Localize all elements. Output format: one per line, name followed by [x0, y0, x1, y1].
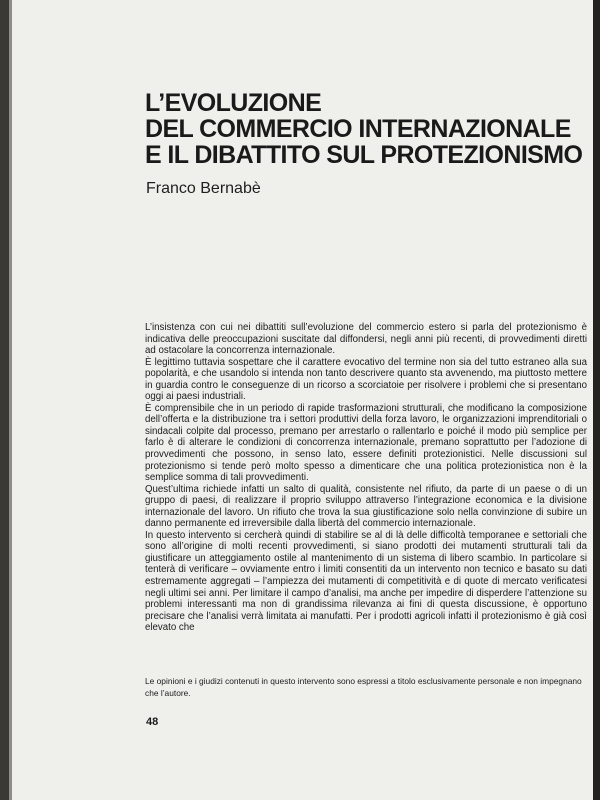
body-paragraph: L’insistenza con cui nei dibattiti sull’evoluzione del commercio estero si parla del protezionismo è indicativa delle preoccupazioni suscitate dal diffondersi, negli anni più recenti, di provvedimenti diretti ad ostacolare la concorrenza internazionale. — [145, 322, 587, 357]
body-paragraph: È legittimo tuttavia sospettare che il carattere evocativo del termine non sia del tutto estraneo alla sua popolarità, e che usandolo si intenda non tanto descrivere quanto sta avvenendo, ma piuttosto mettere in guardia contro le conseguenze di un ricorso a scorciatoie per risolvere i problemi che si presentano oggi ai paesi industriali. — [145, 356, 587, 403]
page-number: 48 — [146, 716, 159, 728]
title-line: DEL COMMERCIO INTERNAZIONALE — [145, 115, 571, 143]
footnote: Le opinioni e i giudizi contenuti in questo intervento sono espressi a titolo esclusivamente personale e non impegnano che l’autore. — [145, 676, 582, 698]
title-line: L’EVOLUZIONE — [145, 89, 322, 117]
scan-edge-left — [0, 0, 9, 800]
scan-edge-right — [593, 0, 600, 800]
article-author: Franco Bernabè — [146, 180, 261, 197]
title-line: E IL DIBATTITO SUL PROTEZIONISMO — [145, 141, 583, 169]
body-paragraph: In questo intervento si cercherà quindi di stabilire se al di là delle difficoltà temporanee e settoriali che sono all’origine di molti recenti provvedimenti, si siano prodotti dei mutamenti strutturali tali da giustificare un atteggiamento ostile al mantenimento di un sistema di libero scambio. In particolare si tenterà di verificare – ovviamente entro i limiti consentiti da un intervento non tecnico e basato su dati estremamente aggregati – l’ampiezza dei mutamenti di competitività e di quote di mercato verificatesi negli ultimi sei anni. Per limitare il campo d’analisi, ma anche per impedire di disperdere l’attenzione su problemi interessanti ma non di grandissima rilevanza ai fini di questa discussione, è opportuno precisare che l’analisi verrà limitata ai manufatti. Per i prodotti agricoli infatti il protezionismo è già così elevato che — [145, 529, 587, 634]
body-paragraph: Quest’ultima richiede infatti un salto di qualità, consistente nel rifiuto, da parte di un paese o di un gruppo di paesi, di realizzare il proprio sviluppo attraverso l’integrazione economica e la divisione internazionale del lavoro. Un rifiuto che trova la sua giustificazione solo nella convinzione di subire un danno permanente ed irreversibile dalla libertà del commercio internazionale. — [145, 483, 587, 530]
document-page — [12, 0, 593, 800]
article-title — [145, 90, 582, 168]
article-body — [145, 322, 587, 634]
body-paragraph: È comprensibile che in un periodo di rapide trasformazioni strutturali, che modificano la composizione dell’offerta e la distribuzione tra i settori produttivi della forza lavoro, le organizzazioni imprenditoriali o sindacali colpite dal processo, premano per arrestarlo o rallentarlo e poiché il modo più semplice per farlo è di alterare le condizioni di concorrenza internazionale, premano soprattutto per l’adozione di provvedimenti che possono, in senso lato, essere definiti protezionistici. Nelle discussioni sul protezionismo si tende però molto spesso a dimenticare che una politica protezionistica non è la semplice somma di tali provvedimenti. — [145, 402, 587, 484]
